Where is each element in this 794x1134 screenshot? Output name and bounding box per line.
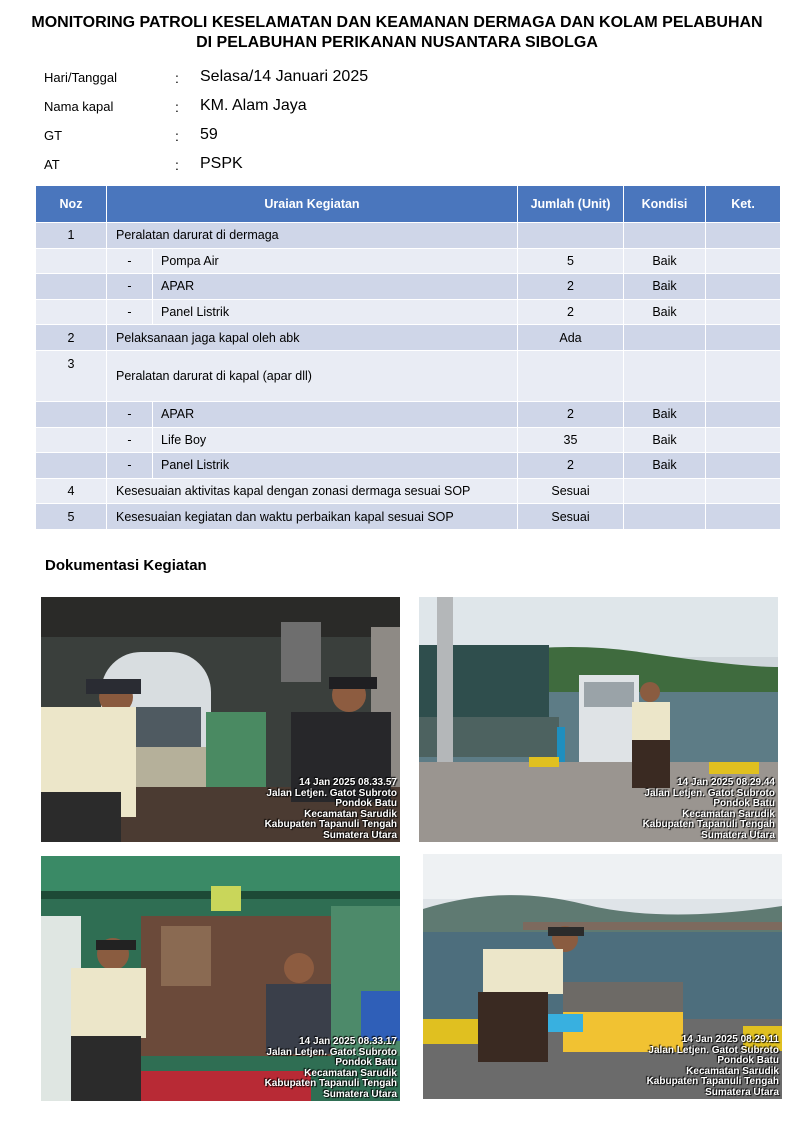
stamp-line: Sumatera Utara	[701, 829, 775, 841]
sub-dash: -	[127, 305, 132, 320]
info-block	[44, 66, 544, 182]
title-line-1: MONITORING PATROLI KESELAMATAN DAN KEAMANAN DERMAGA DAN KOLAM PELABUHAN	[31, 14, 763, 31]
table-row	[36, 427, 781, 453]
cell-notes	[706, 350, 781, 401]
info-label: Nama kapal	[44, 99, 114, 114]
stamp-line: Kecamatan Sarudik	[304, 808, 397, 820]
stamp-line: 14 Jan 2025 08.29.44	[677, 777, 775, 788]
cell-notes	[706, 453, 781, 479]
cell-quantity: 2	[518, 401, 624, 427]
documentation-title: Dokumentasi Kegiatan	[45, 557, 207, 574]
stamp-line: Kecamatan Sarudik	[682, 808, 775, 820]
info-colon: :	[175, 128, 179, 144]
stamp-line: Jalan Letjen. Gatot Subroto	[648, 1044, 779, 1056]
photo-dock-pump	[419, 597, 778, 842]
cell-condition: Baik	[624, 453, 706, 479]
cell-condition	[624, 223, 706, 249]
info-value: KM. Alam Jaya	[200, 97, 307, 114]
sub-dash: -	[127, 407, 132, 422]
table-header-row	[36, 186, 781, 223]
info-label: AT	[44, 157, 60, 172]
header-condition: Kondisi	[624, 186, 706, 223]
cell-condition	[624, 325, 706, 351]
table-row	[36, 401, 781, 427]
info-colon: :	[175, 70, 179, 86]
cell-description: Kesesuaian aktivitas kapal dengan zonasi dermaga sesuai SOP	[107, 478, 518, 504]
photo-timestamp	[647, 1035, 779, 1098]
stamp-line: 14 Jan 2025 08.29.11	[681, 1034, 779, 1045]
stamp-line: Pondok Batu	[335, 1057, 397, 1068]
info-colon: :	[175, 157, 179, 173]
cell-no: 2	[36, 325, 107, 351]
stamp-line: Pondok Batu	[717, 1055, 779, 1066]
stamp-line: 14 Jan 2025 08.33.17	[299, 1036, 397, 1047]
stamp-line: Kecamatan Sarudik	[304, 1067, 397, 1079]
cell-notes	[706, 401, 781, 427]
stamp-line: Kabupaten Tapanuli Tengah	[646, 1076, 779, 1087]
photo-timestamp	[643, 778, 775, 841]
cell-condition: Baik	[624, 299, 706, 325]
cell-description: Kesesuaian kegiatan dan waktu perbaikan kapal sesuai SOP	[107, 504, 518, 530]
cell-condition: Baik	[624, 401, 706, 427]
cell-notes	[706, 325, 781, 351]
cell-quantity: 35	[518, 427, 624, 453]
sub-item: Pompa Air	[152, 249, 517, 274]
cell-quantity: 5	[518, 248, 624, 274]
cell-quantity: 2	[518, 453, 624, 479]
cell-condition	[624, 504, 706, 530]
cell-no	[36, 274, 107, 300]
cell-notes	[706, 504, 781, 530]
table-row	[36, 248, 781, 274]
cell-quantity: 2	[518, 299, 624, 325]
info-label: Hari/Tanggal	[44, 70, 117, 85]
cell-condition: Baik	[624, 274, 706, 300]
cell-description	[107, 427, 518, 453]
cell-description: Peralatan darurat di kapal (apar dll)	[107, 350, 518, 401]
info-value: Selasa/14 Januari 2025	[200, 68, 369, 85]
table-row	[36, 478, 781, 504]
cell-notes	[706, 427, 781, 453]
sub-item: Panel Listrik	[152, 453, 517, 478]
stamp-line: Pondok Batu	[335, 798, 397, 809]
table-row	[36, 350, 781, 401]
cell-description: Pelaksanaan jaga kapal oleh abk	[107, 325, 518, 351]
stamp-line: Pondok Batu	[713, 798, 775, 809]
info-row-ship	[44, 95, 544, 124]
cell-no	[36, 299, 107, 325]
sub-dash: -	[127, 458, 132, 473]
sub-item: Life Boy	[152, 428, 517, 453]
table-row	[36, 223, 781, 249]
info-value: 59	[200, 126, 218, 143]
title-line-2: DI PELABUHAN PERIKANAN NUSANTARA SIBOLGA	[196, 34, 598, 51]
cell-no	[36, 401, 107, 427]
cell-no: 5	[36, 504, 107, 530]
photo-dock-panel	[423, 854, 782, 1099]
cell-description	[107, 453, 518, 479]
photo-ship-cabin	[41, 597, 400, 842]
cell-quantity	[518, 350, 624, 401]
cell-no	[36, 248, 107, 274]
info-label: GT	[44, 128, 63, 143]
cell-description	[107, 248, 518, 274]
cell-quantity: 2	[518, 274, 624, 300]
cell-no	[36, 453, 107, 479]
photo-timestamp	[265, 1037, 397, 1100]
cell-no	[36, 427, 107, 453]
cell-description: Peralatan darurat di dermaga	[107, 223, 518, 249]
cell-quantity: Sesuai	[518, 504, 624, 530]
cell-description	[107, 299, 518, 325]
cell-condition	[624, 478, 706, 504]
sub-item: Panel Listrik	[152, 300, 517, 325]
stamp-line: Kabupaten Tapanuli Tengah	[264, 819, 397, 830]
cell-no: 4	[36, 478, 107, 504]
cell-notes	[706, 478, 781, 504]
stamp-line: Jalan Letjen. Gatot Subroto	[266, 787, 397, 799]
cell-notes	[706, 248, 781, 274]
info-colon: :	[175, 99, 179, 115]
sub-dash: -	[127, 279, 132, 294]
stamp-line: Sumatera Utara	[323, 1088, 397, 1100]
table-row	[36, 504, 781, 530]
header-quantity: Jumlah (Unit)	[518, 186, 624, 223]
header-description: Uraian Kegiatan	[107, 186, 518, 223]
cell-quantity	[518, 223, 624, 249]
monitoring-table	[35, 185, 781, 530]
header-notes: Ket.	[706, 186, 781, 223]
table-row	[36, 453, 781, 479]
cell-description	[107, 401, 518, 427]
stamp-line: Jalan Letjen. Gatot Subroto	[644, 787, 775, 799]
cell-condition: Baik	[624, 427, 706, 453]
cell-quantity: Ada	[518, 325, 624, 351]
stamp-line: Kecamatan Sarudik	[686, 1065, 779, 1077]
table-row	[36, 325, 781, 351]
stamp-line: Sumatera Utara	[705, 1086, 779, 1098]
sub-item: APAR	[152, 274, 517, 299]
cell-description	[107, 274, 518, 300]
info-row-date	[44, 66, 544, 95]
info-row-at	[44, 153, 544, 182]
stamp-line: 14 Jan 2025 08.33.57	[299, 777, 397, 788]
table-row	[36, 274, 781, 300]
cell-condition	[624, 350, 706, 401]
cell-notes	[706, 223, 781, 249]
sub-item: APAR	[152, 402, 517, 427]
photo-ship-interior	[41, 856, 400, 1101]
cell-quantity: Sesuai	[518, 478, 624, 504]
cell-notes	[706, 274, 781, 300]
info-row-gt	[44, 124, 544, 153]
cell-notes	[706, 299, 781, 325]
cell-no: 3	[36, 350, 107, 401]
stamp-line: Jalan Letjen. Gatot Subroto	[266, 1046, 397, 1058]
stamp-line: Sumatera Utara	[323, 829, 397, 841]
stamp-line: Kabupaten Tapanuli Tengah	[264, 1078, 397, 1089]
table-row	[36, 299, 781, 325]
photo-timestamp	[265, 778, 397, 841]
stamp-line: Kabupaten Tapanuli Tengah	[642, 819, 775, 830]
header-no: Noz	[36, 186, 107, 223]
cell-no: 1	[36, 223, 107, 249]
sub-dash: -	[127, 253, 132, 268]
cell-condition: Baik	[624, 248, 706, 274]
document-title	[20, 13, 774, 53]
sub-dash: -	[127, 432, 132, 447]
info-value: PSPK	[200, 155, 243, 172]
